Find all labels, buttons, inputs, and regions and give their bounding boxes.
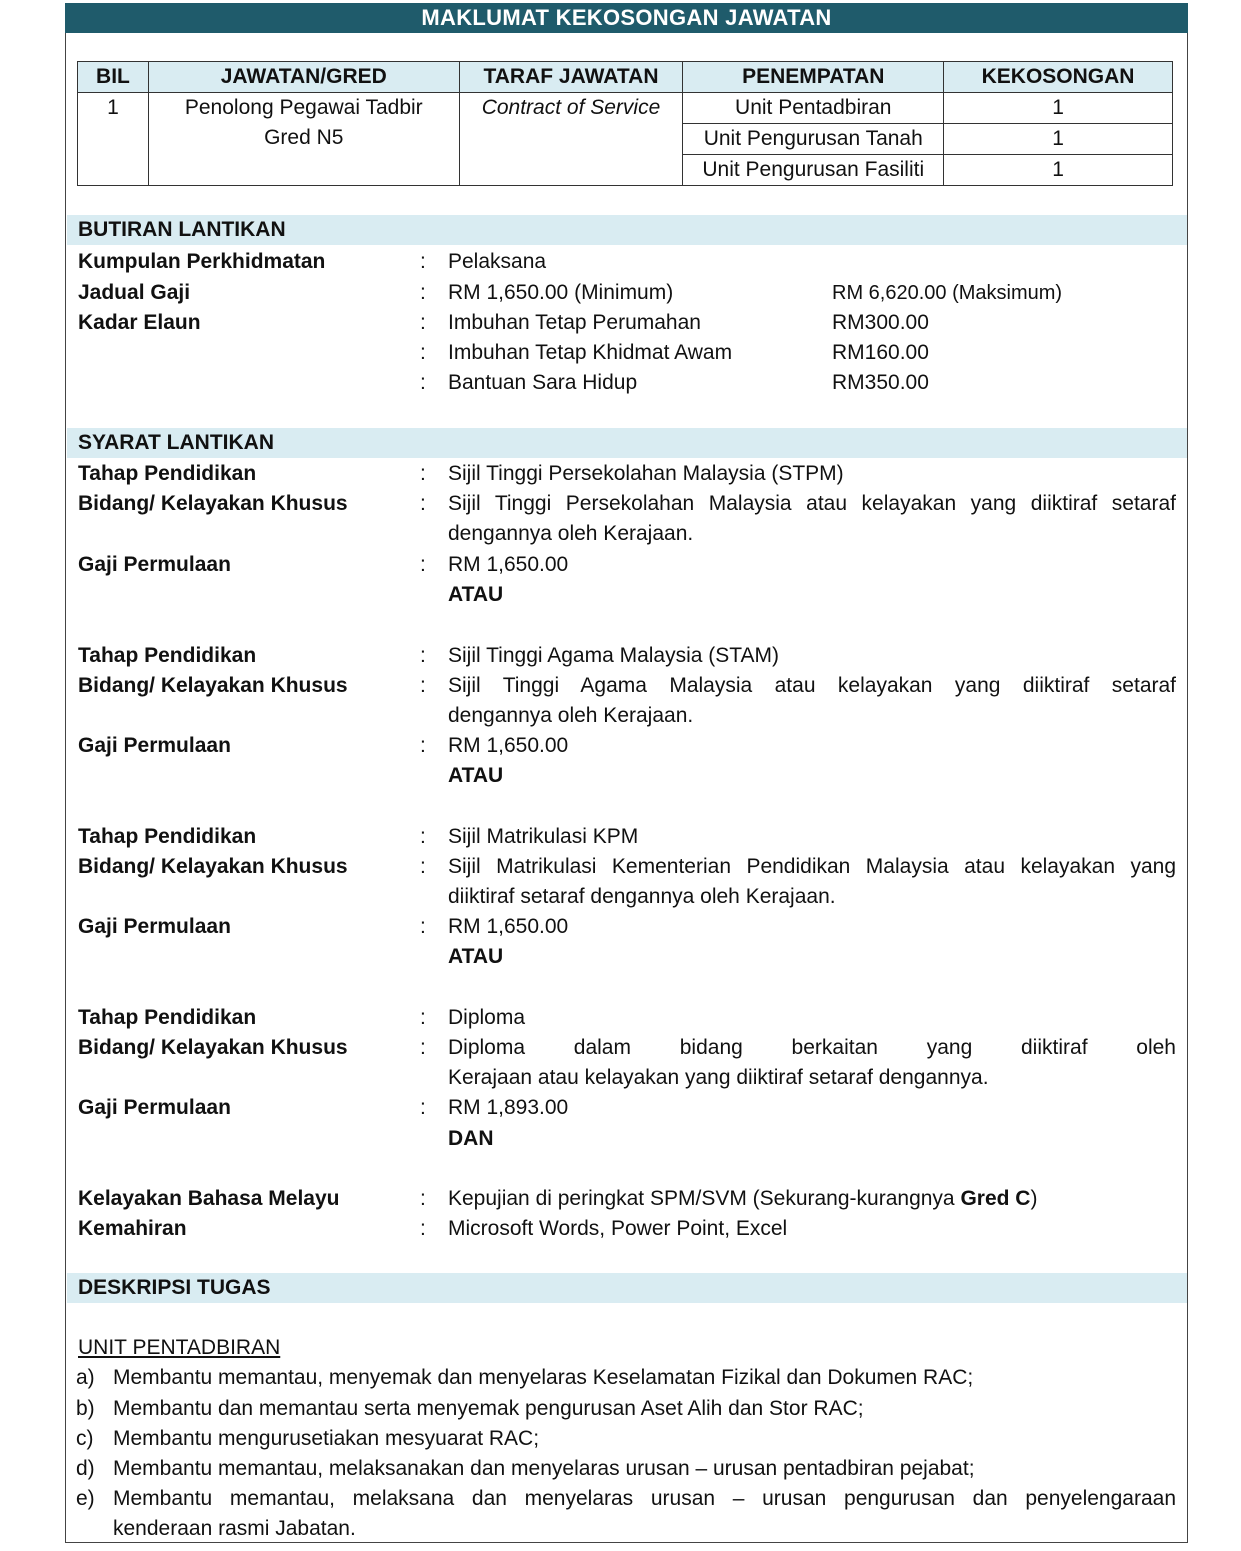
row-tahap-pendidikan [0,459,1241,489]
value-elaun-amount: RM300.00 [832,311,929,334]
cell-penempatan: Unit Pengurusan Tanah [683,124,944,155]
value-gaji-permulaan: RM 1,650.00 [448,915,569,938]
jawatan-line-1: Penolong Pegawai Tadbir [184,96,423,119]
table-row [78,93,1173,124]
value-gaji-max: RM 6,620.00 (Maksimum) [832,282,1063,304]
colon: : [420,341,426,364]
value-kemahiran: Microsoft Words, Power Point, Excel [448,1217,788,1240]
row-elaun [0,368,1241,398]
value-bidang-line-1: Diploma dalam bidang berkaitan yang diiktiraf oleh [448,1036,1176,1059]
colon: : [420,855,426,878]
cell-jawatan [148,93,459,186]
row-bidang-cont [0,1063,1241,1093]
bm-text-bold: Gred C [960,1187,1031,1210]
jawatan-line-2: Gred N5 [264,126,344,149]
label-bidang: Bidang/ Kelayakan Khusus [78,855,348,878]
colon: : [420,250,426,273]
value-tahap: Sijil Tinggi Agama Malaysia (STAM) [448,644,780,667]
row-bidang [0,489,1241,519]
bm-text-pre: Kepujian di peringkat SPM/SVM (Sekurang-kurangnya [448,1187,961,1210]
label-jadual-gaji: Jadual Gaji [78,281,191,304]
value-tahap: Diploma [448,1006,526,1029]
label-tahap: Tahap Pendidikan [78,462,257,485]
colon: : [420,1036,426,1059]
label-kumpulan: Kumpulan Perkhidmatan [78,250,326,273]
label-bidang: Bidang/ Kelayakan Khusus [78,492,348,515]
conjunction-text: ATAU [448,583,504,606]
value-bidang-line-2: dengannya oleh Kerajaan. [448,704,694,727]
value-bidang-line-2: diiktiraf setaraf dengannya oleh Kerajaan. [448,885,836,908]
label-gaji-permulaan: Gaji Permulaan [78,734,231,757]
list-marker: d) [76,1457,95,1480]
conjunction-text: ATAU [448,945,504,968]
label-tahap: Tahap Pendidikan [78,825,257,848]
row-kumpulan [0,247,1241,277]
list-marker: e) [76,1487,95,1510]
row-elaun [0,338,1241,368]
row-gaji-permulaan [0,912,1241,942]
row-bidang [0,852,1241,882]
row-gaji-permulaan [0,731,1241,761]
label-bahasa-melayu: Kelayakan Bahasa Melayu [78,1187,340,1210]
value-elaun-name: Bantuan Sara Hidup [448,371,638,394]
colon: : [420,915,426,938]
conjunction-text: DAN [448,1127,494,1150]
row-conjunction [0,942,1241,972]
colon: : [420,644,426,667]
value-bidang-line-2: dengannya oleh Kerajaan. [448,522,694,545]
section-syarat-heading: SYARAT LANTIKAN [67,428,1187,458]
label-tahap: Tahap Pendidikan [78,1006,257,1029]
value-elaun-amount: RM350.00 [832,371,929,394]
colon: : [420,553,426,576]
row-tahap-pendidikan [0,1003,1241,1033]
cell-penempatan: Unit Pentadbiran [683,93,944,124]
list-text: Membantu memantau, melaksana dan menyelaras urusan – urusan pengurusan dan penyelengaraan [113,1487,1176,1510]
header-bil: BIL [78,62,149,93]
list-text-cont: kenderaan rasmi Jabatan. [113,1517,356,1540]
cell-bil: 1 [78,93,149,186]
row-conjunction [0,580,1241,610]
header-taraf: TARAF JAWATAN [459,62,683,93]
vacancy-table [77,61,1173,186]
label-bidang: Bidang/ Kelayakan Khusus [78,674,348,697]
row-elaun [0,308,1241,338]
colon: : [420,734,426,757]
row-bidang-cont [0,701,1241,731]
conjunction-text: ATAU [448,764,504,787]
colon: : [420,371,426,394]
value-elaun-name: Imbuhan Tetap Perumahan [448,311,701,334]
cell-taraf: Contract of Service [459,93,683,186]
cell-kekosongan: 1 [944,155,1173,186]
row-gaji-permulaan [0,550,1241,580]
cell-kekosongan: 1 [944,124,1173,155]
label-bidang: Bidang/ Kelayakan Khusus [78,1036,348,1059]
colon: : [420,674,426,697]
value-bidang-line-1: Sijil Tinggi Persekolahan Malaysia atau kelayakan yang diiktiraf setaraf [448,492,1176,515]
row-bidang [0,1033,1241,1063]
list-text: Membantu dan memantau serta menyemak pengurusan Aset Alih dan Stor RAC; [113,1397,864,1420]
value-gaji-min: RM 1,650.00 (Minimum) [448,281,674,304]
row-bidang [0,671,1241,701]
value-elaun-name: Imbuhan Tetap Khidmat Awam [448,341,733,364]
cell-kekosongan: 1 [944,93,1173,124]
section-butiran-heading: BUTIRAN LANTIKAN [67,215,1187,245]
row-bidang-cont [0,882,1241,912]
row-conjunction [0,1124,1241,1154]
list-text: Membantu mengurusetiakan mesyuarat RAC; [113,1427,540,1450]
value-elaun-amount: RM160.00 [832,341,929,364]
colon: : [420,281,426,304]
header-penempatan: PENEMPATAN [683,62,944,93]
value-gaji-permulaan: RM 1,650.00 [448,734,569,757]
value-tahap: Sijil Matrikulasi KPM [448,825,639,848]
colon: : [420,462,426,485]
table-header-row [78,62,1173,93]
value-gaji-permulaan: RM 1,650.00 [448,553,569,576]
colon: : [420,1217,426,1240]
unit-title: UNIT PENTADBIRAN [78,1336,281,1359]
row-bidang-cont [0,519,1241,549]
list-text: Membantu memantau, melaksanakan dan menyelaras urusan – urusan pentadbiran pejabat; [113,1457,975,1480]
header-jawatan: JAWATAN/GRED [148,62,459,93]
label-gaji-permulaan: Gaji Permulaan [78,553,231,576]
page-title: MAKLUMAT KEKOSONGAN JAWATAN [65,3,1188,33]
list-marker: c) [76,1427,94,1450]
value-bidang-line-1: Sijil Matrikulasi Kementerian Pendidikan Malaysia atau kelayakan yang [448,855,1176,878]
list-marker: a) [76,1366,95,1389]
colon: : [420,492,426,515]
label-gaji-permulaan: Gaji Permulaan [78,1096,231,1119]
bm-text-post: ) [1030,1187,1038,1210]
header-kekosongan: KEKOSONGAN [944,62,1173,93]
value-bahasa-melayu [448,1184,1176,1214]
colon: : [420,311,426,334]
row-jadual-gaji [0,278,1241,308]
colon: : [420,1096,426,1119]
label-kemahiran: Kemahiran [78,1217,187,1240]
label-kadar-elaun: Kadar Elaun [78,311,201,334]
colon: : [420,1187,426,1210]
value-bidang-line-2: Kerajaan atau kelayakan yang diiktiraf setaraf dengannya. [448,1066,989,1089]
list-text: Membantu memantau, menyemak dan menyelaras Keselamatan Fizikal dan Dokumen RAC; [113,1366,974,1389]
colon: : [420,825,426,848]
row-bahasa-melayu [0,1184,1241,1214]
list-marker: b) [76,1397,95,1420]
row-tahap-pendidikan [0,822,1241,852]
value-kumpulan: Pelaksana [448,250,547,273]
value-gaji-permulaan: RM 1,893.00 [448,1096,569,1119]
row-gaji-permulaan [0,1093,1241,1123]
row-tahap-pendidikan [0,641,1241,671]
section-deskripsi-heading: DESKRIPSI TUGAS [67,1273,1187,1303]
value-tahap: Sijil Tinggi Persekolahan Malaysia (STPM) [448,462,844,485]
colon: : [420,1006,426,1029]
row-kemahiran [0,1214,1241,1244]
label-gaji-permulaan: Gaji Permulaan [78,915,231,938]
value-bidang-line-1: Sijil Tinggi Agama Malaysia atau kelayakan yang diiktiraf setaraf [448,674,1176,697]
label-tahap: Tahap Pendidikan [78,644,257,667]
cell-penempatan: Unit Pengurusan Fasiliti [683,155,944,186]
row-conjunction [0,761,1241,791]
